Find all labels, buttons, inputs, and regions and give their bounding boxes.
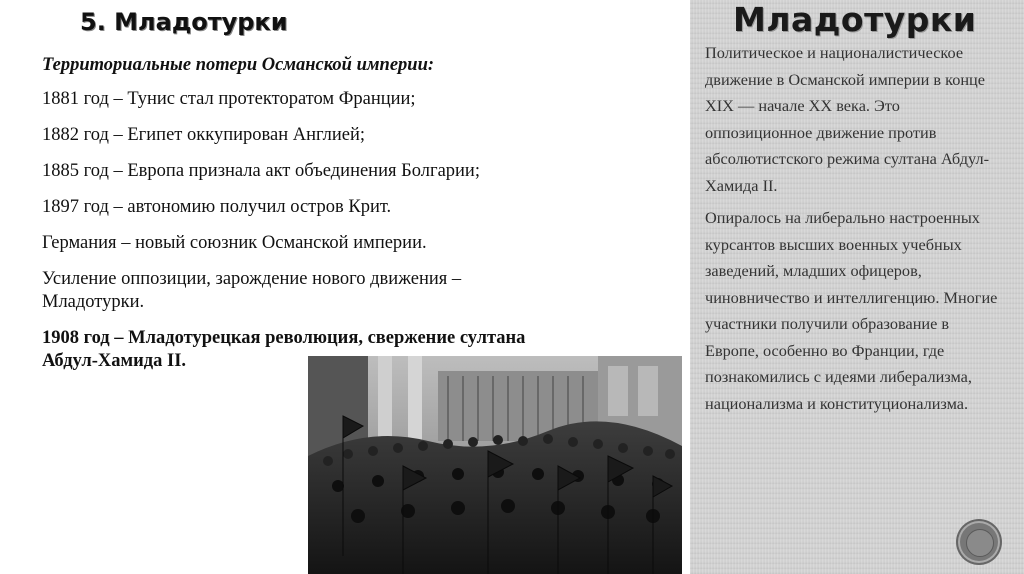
sidebar-paragraph: Политическое и националистическое движение в Османской империи в конце XIX — начале XX века. Это оппозиционное движение против абсолютистского режима султана Абдул-Хамида II.	[705, 43, 990, 195]
sidebar-title: Младотурки	[733, 0, 977, 39]
crowd-photo	[308, 356, 682, 574]
sidebar-content	[705, 40, 1005, 423]
list-item: 1897 год – автономию получил остров Крит.	[42, 197, 392, 217]
list-item: 1885 год – Европа признала акт объединения Болгарии;	[42, 161, 480, 181]
list-item: Усиление оппозиции, зарождение нового движения – Младотурки.	[42, 269, 462, 312]
subtitle: Территориальные потери Османской империи:	[42, 55, 435, 75]
slide-nav-button[interactable]	[960, 523, 998, 561]
list-item: 1881 год – Тунис стал протекторатом Франции;	[42, 89, 416, 109]
list-item-bold: 1908 год – Младотурецкая революция, свержение султана Абдул-Хамида II.	[42, 328, 526, 371]
sidebar-paragraph: Опиралось на либерально настроенных курсантов высших военных учебных заведений, младших офицеров, чиновничество и интеллигенцию. Многие участники получили образование в Европе, особенно во Франции, где познакомились с идеями либерализма, национализма и конституционализма.	[705, 208, 998, 413]
list-item: Германия – новый союзник Османской империи.	[42, 233, 427, 253]
slide-title: 5. Младотурки	[80, 8, 288, 36]
list-item: 1882 год – Египет оккупирован Англией;	[42, 125, 366, 145]
left-content	[42, 54, 642, 386]
nav-circle-icon	[966, 529, 994, 557]
crowd-photo-image	[308, 356, 682, 574]
